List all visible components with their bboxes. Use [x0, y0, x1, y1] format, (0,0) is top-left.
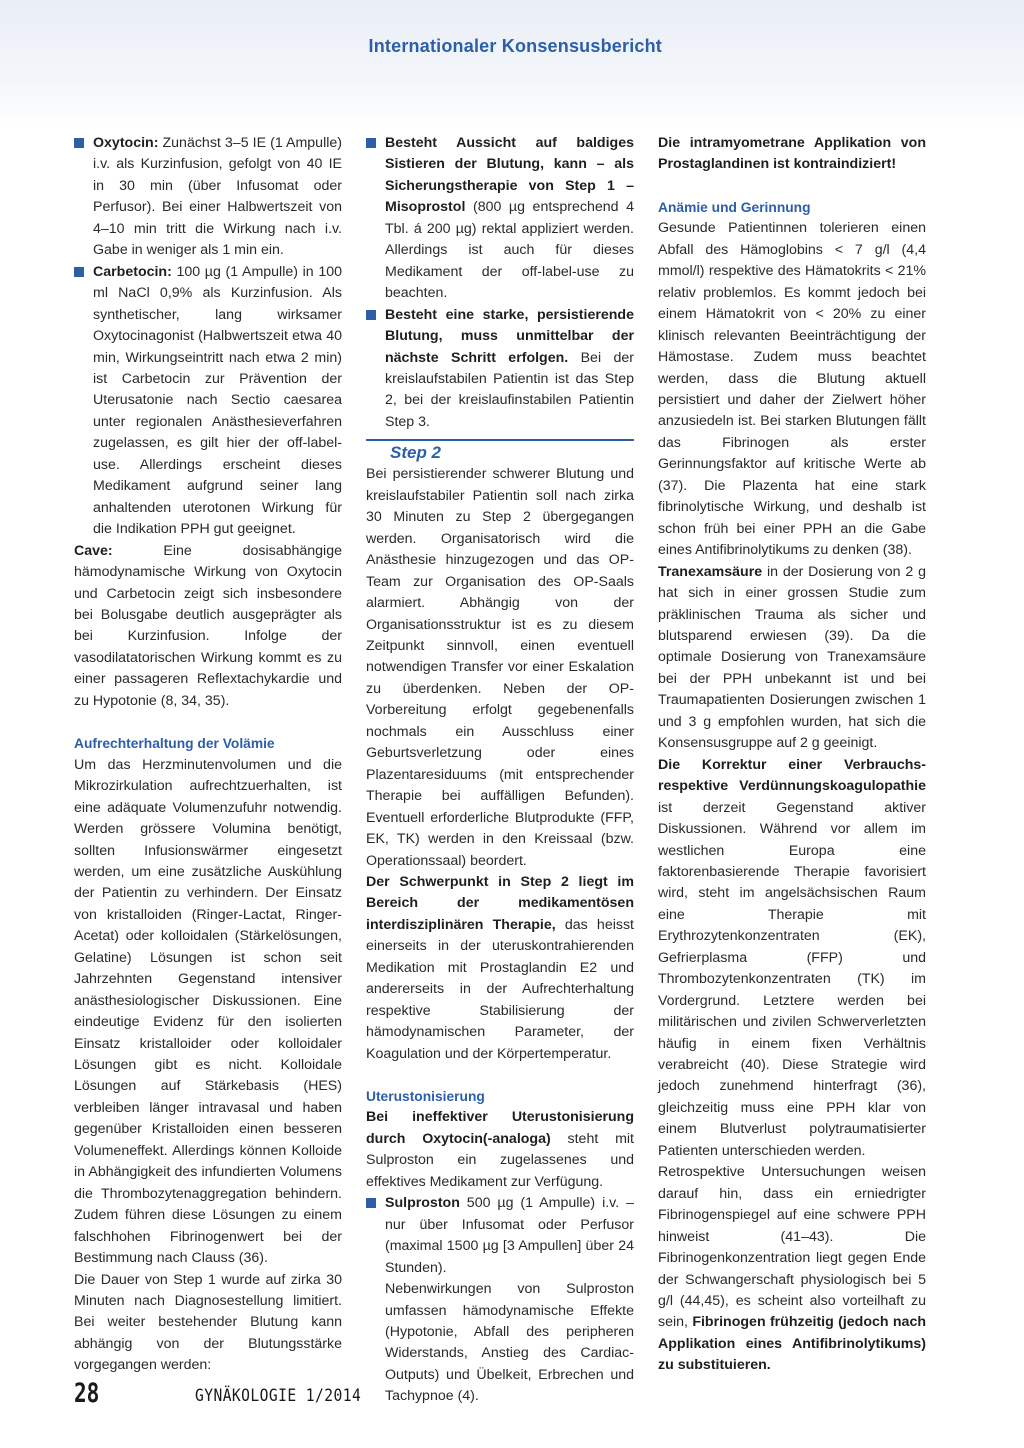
spacer: [74, 712, 342, 733]
misoprostol-bold: Besteht Aussicht auf baldiges Sistieren der Blutung, kann – als Sicherungstherapie von Step 1 – Misoprostol: [385, 135, 634, 216]
header-band: [0, 0, 1024, 128]
running-title: Internationaler Konsensusbericht: [368, 36, 662, 56]
bullet-oxytocin: [74, 133, 342, 262]
bullet-square-icon: [366, 1198, 376, 1208]
carbetocin-text: 100 µg (1 Ampulle) in 100 ml NaCl 0,9% als Kurzinfusion. Als synthetischer, lang wirksamer Oxytocinagonist (Halbwertszeit etwa 40 min, Wirkungseintritt nach etwa 2 min) ist Carbetocin zur Prävention der Uterusatonie nach Sectio caesarea unter regionalen Anästhesieverfahren zugelassen, es gilt hier der off-label-use. Allerdings erscheint dieses Medikament aufgrund seiner lang anhaltenden uterotonen Wirkung für die Indikation PPH gut geeignet.: [93, 263, 342, 538]
bullet-misoprostol: [366, 133, 634, 305]
heading-uterustonisierung: Uterustonisierung: [366, 1089, 485, 1105]
column-1: [74, 133, 342, 1377]
bullet-persistent-bleeding: [366, 305, 634, 434]
spacer: [366, 1065, 634, 1086]
side-effects-paragraph: Nebenwirkungen von Sulproston umfassen hämodynamische Effekte (Hypotonie, Abfall des peripheren Widerstands, Anstieg des Cardiac-Outputs) und Übelkeit, Erbrechen und Tachypnoe (4).: [385, 1281, 634, 1405]
misoprostol-text: (800 µg entsprechend 4 Tbl. á 200 µg) rektal appliziert werden. Allerdings ist auch für dieses Medikament der off-label-use zu beachten.: [385, 199, 634, 302]
contraindication-bold: Die intramyometrane Applikation von Prostaglandinen ist kontraindiziert!: [658, 135, 926, 173]
bullet-square-icon: [366, 138, 376, 148]
column-3: [658, 133, 926, 1377]
anaemie-paragraph: Gesunde Patientinnen tolerieren einen Abfall des Hämoglobins < 7 g/l (4,4 mmol/l) respektive des Hämatokrits < 21% relativ problemlos. Es kommt jedoch bei einem Hämatokrit von < 20% zu einer klinisch relevanten Beeinträchtigung der Hämostase. Zudem muss beachtet werden, dass die Blutung aktuell persistiert und daher der Zielwert höher anzusiedeln ist. Bei starken Blutungen fällt das Fibrinogen als erster Gerinnungsfaktor auf kritische Werte ab (37). Die Plazenta hat eine stark fibrinolytische Wirkung, und deshalb ist schon früh bei einer PPH an die Gabe eines Antifibrinolytikums zu denken (38).: [658, 220, 926, 559]
sulproston-text: 500 µg (1 Ampulle) i.v. – nur über Infusomat oder Perfusor (maximal 1500 µg [3 Ampullen] über 24 Stunden).: [385, 1195, 634, 1276]
carbetocin-label: Carbetocin:: [93, 263, 172, 280]
page-number: 28: [74, 1378, 100, 1409]
retrospektive-text: Retrospektive Untersuchungen weisen darauf hin, dass ein erniedrigter Fibrinogenspiegel auf eine schwere PPH hinweist (41–43). Die Fibrinogenkonzentration liegt gegen Ende der Schwangerschaft physiologisch bei 5 g/l (44,45), es scheint also vorteilhaft zu sein,: [658, 1164, 926, 1331]
step2-rule: [366, 439, 634, 441]
oxytocin-text: Zunächst 3–5 IE (1 Ampulle) i.v. als Kurzinfusion, gefolgt von 40 IE in 30 min (über Infusomat oder Perfusor). Bei einer Halbwertszeit von 4–10 min tritt die Wirkung nach i.v. Gabe in weniger als 1 min ein.: [93, 135, 342, 259]
sulproston-label: Sulproston: [385, 1195, 460, 1212]
bullet-square-icon: [366, 310, 376, 320]
retrospektive-paragraph: [658, 1162, 926, 1377]
step2-paragraph: Bei persistierender schwerer Blutung und kreislaufstabiler Patientin soll nach zirka 30 Minuten zu Step 2 übergegangen werden. Organisatorisch wird die Anästhesie hinzugezogen und das OP-Team zur Organisation des OP-Saals alarmiert. Abhängig von der Organisationsstruktur ist es zu diesem Zeitpunkt sinnvoll, einen eventuell notwendigen Transfer vor einer Eskalation zu überdenken. Neben der OP-Vorbereitung erfolgt gegebenenfalls nochmals ein Ausschluss einer Geburtsverletzung oder eines Plazentaresiduums (mit entsprechender Therapie bei auffälligen Befunden). Eventuell erforderliche Blutprodukte (FFP, EK, TK) werden in den Kreissaal (bzw. Operationssaal) beordert.: [366, 466, 634, 869]
persistent-bold: Besteht eine starke, persistierende Blutung, muss unmittelbar der nächste Schritt erfolgen.: [385, 306, 634, 366]
bullet-square-icon: [74, 138, 84, 148]
heading-volaemie: Aufrechterhaltung der Volämie: [74, 736, 275, 752]
korrektur-bold: Die Korrektur einer Verbrauchs- respektive Verdünnungskoagulopathie: [658, 756, 926, 795]
duration-paragraph: Die Dauer von Step 1 wurde auf zirka 30 Minuten nach Diagnosestellung limitiert. Bei weiter bestehender Blutung kann abhängig von der Blutungsstärke vorgegangen werden:: [74, 1271, 342, 1374]
heading-anaemie: Anämie und Gerinnung: [658, 199, 811, 215]
retrospektive-bold: Fibrinogen frühzeitig (jedoch nach Applikation eines Antifibrinolytikums) zu substituieren.: [658, 1314, 926, 1374]
journal-name: GYNÄKOLOGIE 1/2014: [195, 1386, 362, 1406]
cave-label: Cave:: [74, 542, 113, 559]
tranexamsaeure-paragraph: [658, 562, 926, 755]
bullet-sulproston: [366, 1193, 634, 1279]
cave-paragraph: [74, 541, 342, 713]
cave-text: Eine dosisabhängige hämodynamische Wirkung von Oxytocin und Carbetocin zeigt sich insbesondere bei Bolusgabe deutlich ausgeprägter als bei Kurzinfusion. Infolge der vasodilatatorischen Wirkung kommt es zu einer passageren Reflextachykardie und zu Hypotonie (8, 34, 35).: [74, 542, 342, 709]
tranexamsaeure-text: in der Dosierung von 2 g hat sich in einer grossen Studie zum präklinischen Trauma als sicher und blutsparend erwiesen (39). Da die optimale Dosierung von Tranexamsäure bei der PPH unbekannt ist und bei Traumapatienten Dosierungen zwischen 1 und 3 g empfohlen wurden, hat sich die Konsensusgruppe auf 2 g geeinigt.: [658, 563, 926, 752]
step2-title: Step 2: [390, 443, 442, 463]
column-2: [366, 133, 634, 1408]
oxytocin-label: Oxytocin:: [93, 135, 159, 151]
persistent-text: Bei der kreislaufstabilen Patientin ist das Step 2, bei der kreislaufinstabilen Patientin Step 3.: [385, 349, 634, 430]
tranexamsaeure-bold: Tranexamsäure: [658, 563, 763, 580]
focus-bold: Der Schwerpunkt in Step 2 liegt im Bereich der medikamentösen interdisziplinären Therapie,: [366, 873, 634, 933]
contraindication-paragraph: [658, 133, 926, 176]
spacer: [658, 176, 926, 197]
korrektur-paragraph: [658, 755, 926, 1163]
uterus-paragraph: [366, 1107, 634, 1193]
korrektur-text: ist derzeit Gegenstand aktiver Diskussionen. Während vor allem im westlichen Europa eine faktorenbasierende Therapie favorisiert wird, steht im angelsächsischen Raum eine Therapie mit Erythrozytenkonzentraten (EK), Gefrierplasma (FFP) und Thrombozytenkonzentraten (TK) im Vordergrund. Letztere werden bei militärischen und zivilen Schwerverletzten häufig in einem fixen Verhältnis verabreicht (40). Diese Strategie wird jedoch zunehmend hinterfragt (36), gleichzeitig muss eine PPH klar von einem Blutverlust polytraumatisierter Patienten unterschieden werden.: [658, 799, 926, 1159]
bullet-square-icon: [74, 267, 84, 277]
uterus-bold: Bei ineffektiver Uterustonisierung durch Oxytocin(-analoga): [366, 1109, 634, 1147]
focus-paragraph: [366, 872, 634, 1065]
step2-heading-box: [366, 439, 634, 464]
focus-text: das heisst einerseits in der uteruskontrahierenden Medikation mit Prostaglandin E2 und andererseits in der Aufrechterhaltung respektive Stabilisierung der hämodynamischen Parameter, der Koagulation und der Körpertemperatur.: [366, 916, 634, 1062]
bullet-carbetocin: [74, 262, 342, 541]
uterus-text: steht mit Sulproston ein zugelassenes und effektives Medikament zur Verfügung.: [366, 1130, 635, 1190]
volaemie-paragraph: Um das Herzminutenvolumen und die Mikrozirkulation aufrechtzuerhalten, ist eine adäquate Volumenzufuhr notwendig. Werden grössere Volumina benötigt, sollten Infusionswärmer eingesetzt werden, um eine zusätzliche Auskühlung der Patientin zu verhindern. Der Einsatz von kristalloiden (Ringer-Lactat, Ringer-Acetat) oder kolloidalen (Stärkelösungen, Gelatine) Lösungen ist schon seit Jahrzehnten Gegenstand intensiver anästhesiologischer Diskussionen. Eine eindeutige Evidenz für den isolierten Einsatz kristalloider oder kolloidaler Lösungen gibt es nicht. Kolloidale Lösungen auf Stärkebasis (HES) verbleiben länger intravasal und haben gegenüber Kristalloiden einen besseren Volumeneffekt. Allerdings können Kolloide in Abhängigkeit des infundierten Volumens die Thrombozytenaggregation behindern. Zudem führen diese Lösungen zu einem falschhohen Fibrinogenwert bei der Bestimmung nach Clauss (36).: [74, 756, 342, 1267]
